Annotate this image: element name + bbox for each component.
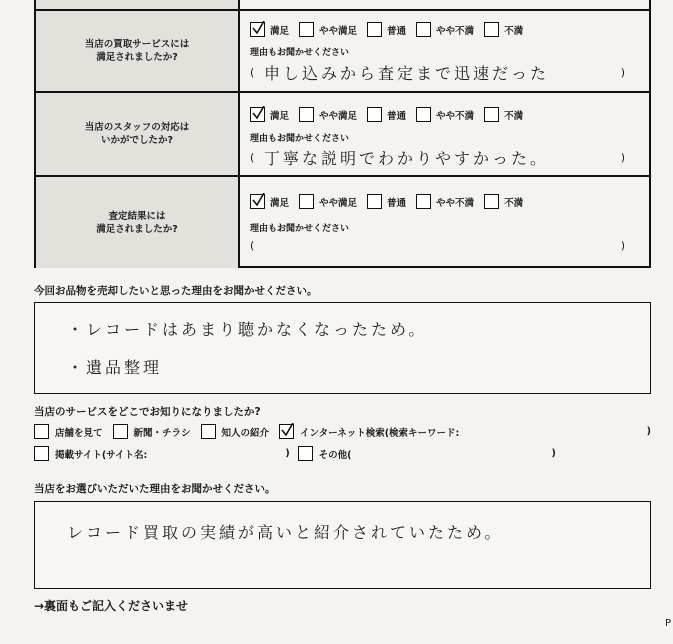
rating-options: [250, 22, 533, 37]
checkbox[interactable]: [113, 424, 128, 439]
option-satisfied[interactable]: [250, 22, 289, 37]
checkbox[interactable]: [298, 446, 313, 461]
checkbox[interactable]: [484, 107, 499, 122]
checkbox[interactable]: [201, 424, 216, 439]
source-option-label: 掲載サイト(サイト名:: [55, 449, 148, 461]
sell-reason-line-1: ・レコードはあまり聴かなくなったため。: [67, 320, 428, 339]
reason-label: 理由もお聞かせください: [250, 134, 350, 144]
option-somewhat-dissatisfied[interactable]: [416, 107, 474, 122]
choice-reason-box[interactable]: [34, 501, 651, 589]
option-label: やや満足: [319, 25, 358, 37]
sell-reason-box[interactable]: [34, 302, 651, 394]
option-label: やや満足: [319, 197, 358, 209]
option-neutral[interactable]: [367, 107, 406, 122]
paren-close: ): [620, 239, 625, 252]
answer-cell: [250, 177, 649, 268]
source-option-label: インターネット検索(検索キーワード:: [300, 427, 460, 439]
answer-cell: [250, 11, 649, 91]
source-option-label: 店舗を見て: [55, 427, 103, 439]
option-dissatisfied[interactable]: [484, 107, 523, 122]
paren-close: ): [620, 151, 625, 164]
question-label: [36, 93, 240, 175]
checkbox[interactable]: [299, 22, 314, 37]
choice-reason-title: 当店をお選びいただいた理由をお聞かせください。: [34, 483, 276, 495]
question-row-1: [36, 9, 649, 91]
option-somewhat-satisfied[interactable]: [299, 194, 357, 209]
sell-reason-line-2: ・遺品整理: [67, 358, 163, 377]
paren-close: ): [551, 448, 556, 459]
paren-close: ): [646, 426, 651, 437]
source-options-row-1: [34, 424, 651, 439]
source-options-row-2: [34, 446, 556, 461]
option-label: 満足: [270, 25, 290, 37]
paren-open: (: [250, 239, 255, 252]
question-row-3: [36, 175, 649, 268]
checkbox-checked[interactable]: [250, 107, 265, 122]
option-label: 普通: [387, 110, 407, 122]
question-label: [36, 11, 240, 91]
table-top-strip: [36, 0, 649, 9]
option-label: 普通: [387, 197, 407, 209]
checkbox[interactable]: [484, 194, 499, 209]
option-somewhat-dissatisfied[interactable]: [416, 194, 474, 209]
option-label: 普通: [387, 25, 407, 37]
source-title: 当店のサービスをどこでお知りになりましたか?: [34, 406, 261, 418]
paren-close: ): [620, 66, 625, 79]
checkbox-checked[interactable]: [279, 424, 294, 439]
option-somewhat-dissatisfied[interactable]: [416, 22, 474, 37]
rating-options: [250, 194, 533, 209]
paren-open: (: [250, 66, 255, 79]
question-label-line: 当店のスタッフの対応は: [84, 122, 190, 133]
option-somewhat-satisfied[interactable]: [299, 22, 357, 37]
source-option-label: その他(: [318, 449, 352, 461]
option-label: 不満: [504, 110, 524, 122]
checkbox[interactable]: [416, 107, 431, 122]
checkbox[interactable]: [484, 22, 499, 37]
checkbox[interactable]: [367, 107, 382, 122]
checkbox[interactable]: [34, 446, 49, 461]
paren-close: ): [285, 448, 290, 459]
question-label-line: 満足されましたか?: [96, 52, 178, 63]
source-option-label: 新聞・チラシ: [133, 427, 191, 439]
option-label: 満足: [270, 110, 290, 122]
option-label: やや不満: [436, 25, 475, 37]
rating-options: [250, 107, 533, 122]
question-label: [36, 177, 240, 268]
option-satisfied[interactable]: [250, 107, 289, 122]
checkbox[interactable]: [416, 194, 431, 209]
checkbox-checked[interactable]: [250, 194, 265, 209]
checkbox[interactable]: [34, 424, 49, 439]
option-label: 満足: [270, 197, 290, 209]
answer-cell: [250, 93, 649, 175]
handwritten-answer[interactable]: 丁寧な説明でわかりやすかった。: [264, 149, 550, 168]
handwritten-answer[interactable]: 申し込みから査定まで迅速だった: [264, 64, 550, 83]
checkbox[interactable]: [299, 107, 314, 122]
option-label: 不満: [504, 197, 524, 209]
reason-label: 理由もお聞かせください: [250, 224, 350, 234]
footer-note: →裏面もご記入くださいませ: [34, 599, 189, 613]
sell-reason-title: 今回お品物を売却したいと思った理由をお聞かせください。: [34, 285, 318, 297]
reason-label: 理由もお聞かせください: [250, 48, 350, 58]
option-label: 不満: [504, 25, 524, 37]
choice-reason-answer: レコード買取の実績が高いと紹介されていたため。: [67, 523, 504, 542]
satisfaction-table: [34, 0, 651, 268]
question-label-line: 満足されましたか?: [96, 223, 178, 235]
option-neutral[interactable]: [367, 22, 406, 37]
option-label: やや不満: [436, 197, 475, 209]
option-satisfied[interactable]: [250, 194, 289, 209]
option-dissatisfied[interactable]: [484, 22, 523, 37]
page-char: P: [664, 618, 671, 629]
checkbox[interactable]: [299, 194, 314, 209]
question-label-line: いかがでしたか?: [100, 135, 173, 146]
option-somewhat-satisfied[interactable]: [299, 107, 357, 122]
checkbox[interactable]: [367, 194, 382, 209]
source-option-label: 知人の紹介: [221, 427, 270, 439]
option-neutral[interactable]: [367, 194, 406, 209]
option-dissatisfied[interactable]: [484, 194, 523, 209]
paren-open: (: [250, 151, 255, 164]
checkbox-checked[interactable]: [250, 22, 265, 37]
question-label-line: 当店の買取サービスには: [84, 39, 190, 50]
option-label: やや満足: [319, 110, 358, 122]
checkbox[interactable]: [416, 22, 431, 37]
question-label-line: 査定結果には: [108, 210, 166, 222]
option-label: やや不満: [436, 110, 475, 122]
question-row-2: [36, 91, 649, 175]
checkbox[interactable]: [367, 22, 382, 37]
